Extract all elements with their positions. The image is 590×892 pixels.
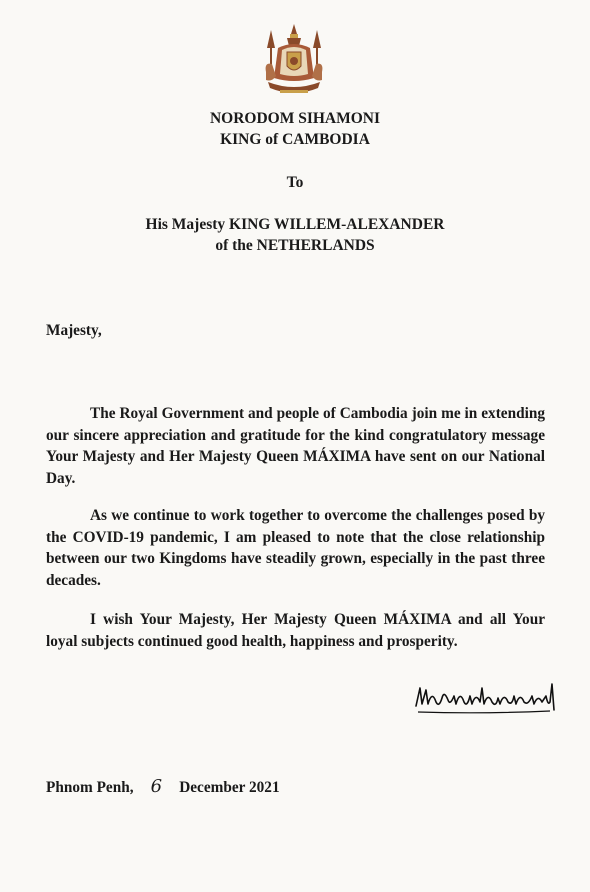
paragraph-2: As we continue to work together to overcome the challenges posed by the COVID-19 pandemic, I am pleased to note that the close relationship between our two Kingdoms have steadily grown, especially in the past three decades. (46, 507, 545, 589)
day-handwritten: 6 (150, 776, 163, 797)
recipient-line-2: of the NETHERLANDS (215, 237, 375, 254)
recipient-line-1: His Majesty KING WILLEM-ALEXANDER (145, 216, 445, 233)
paragraph-3: I wish Your Majesty, Her Majesty Queen MÁXIMA and all Your loyal subjects continued good health, happiness and prosperity. (46, 611, 545, 650)
salutation: Majesty, (46, 322, 102, 339)
paragraph-1: The Royal Government and people of Cambodia join me in extending our sincere appreciation and gratitude for the kind congratulatory message Your Majesty and Her Majesty Queen MÁXIMA have sent on our National Day. (46, 405, 545, 487)
royal-arms-of-cambodia-icon (258, 22, 330, 100)
sender-title: KING of CAMBODIA (220, 131, 370, 148)
month-year: December 2021 (179, 779, 280, 796)
date-line (46, 777, 280, 798)
place: Phnom Penh, (46, 779, 134, 796)
to-label: To (286, 174, 304, 191)
sender-name: NORODOM SIHAMONI (209, 110, 381, 127)
handwritten-signature (412, 676, 562, 718)
